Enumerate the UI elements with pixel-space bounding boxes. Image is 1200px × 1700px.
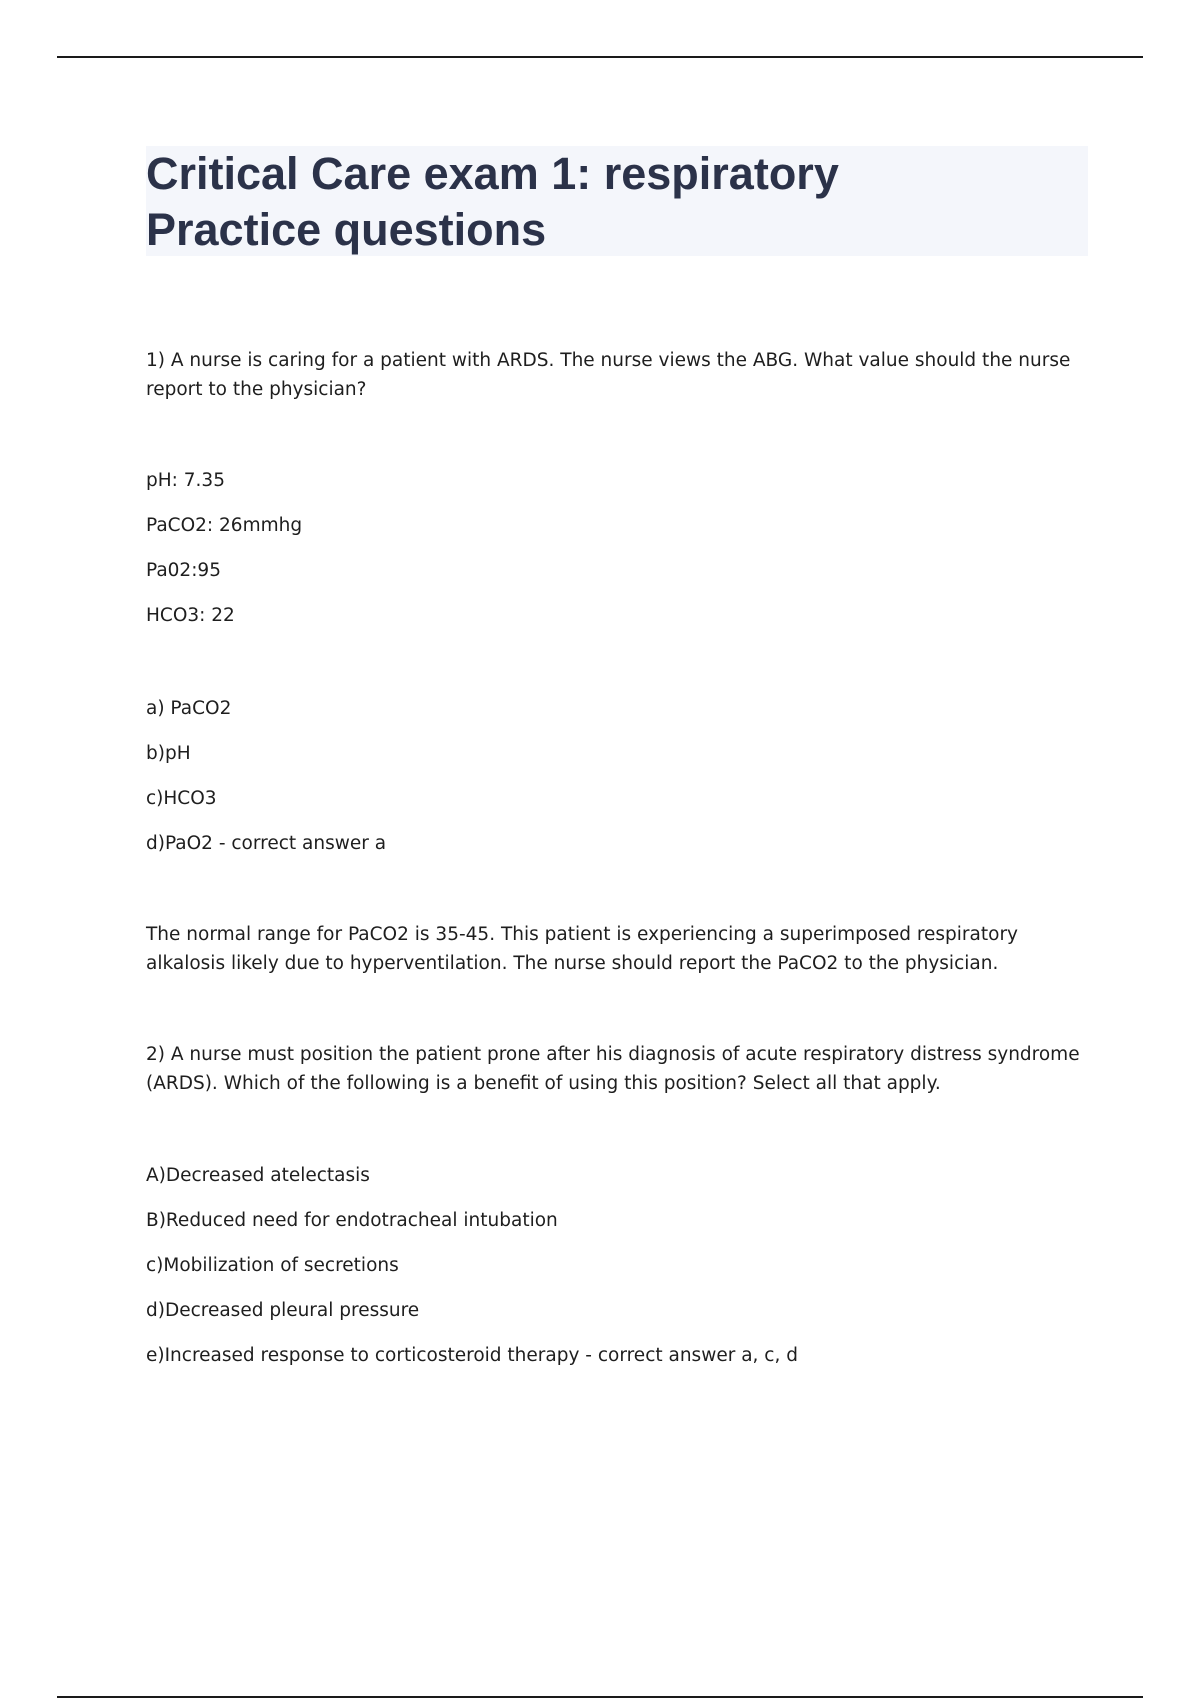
q1-option-b: b)pH [146, 743, 191, 764]
title-line-1: Critical Care exam 1: respiratory [146, 148, 839, 199]
question-1-explanation [146, 920, 1086, 978]
title-line-2: Practice questions [146, 204, 547, 255]
q2-option-a: A)Decreased atelectasis [146, 1165, 370, 1186]
q2-option-d: d)Decreased pleural pressure [146, 1300, 420, 1321]
q1-option-a: a) PaCO2 [146, 698, 232, 719]
abg-values [146, 467, 1086, 647]
top-rule [57, 56, 1143, 58]
question-2 [146, 1040, 1086, 1098]
q1-option-d: d)PaO2 - correct answer a [146, 833, 387, 854]
q2-option-c: c)Mobilization of secretions [146, 1255, 399, 1276]
abg-ph: pH: 7.35 [146, 470, 225, 491]
question-1 [146, 346, 1086, 404]
abg-pao2: Pa02:95 [146, 560, 221, 581]
q1-option-c: c)HCO3 [146, 788, 217, 809]
question-2-text: 2) A nurse must position the patient prone after his diagnosis of acute respiratory distress syndrome (ARDS). Which of the following is a benefit of using this position? Select all that apply. [146, 1044, 1080, 1094]
bottom-rule [57, 1696, 1143, 1698]
question-1-options [146, 695, 1086, 875]
title-block [146, 146, 1088, 256]
abg-paco2: PaCO2: 26mmhg [146, 515, 303, 536]
q2-option-b: B)Reduced need for endotracheal intubation [146, 1210, 558, 1231]
abg-hco3: HCO3: 22 [146, 605, 235, 626]
question-2-options [146, 1162, 1086, 1387]
question-1-text: 1) A nurse is caring for a patient with ARDS. The nurse views the ABG. What value should the nurse report to the physician? [146, 350, 1071, 400]
q2-option-e: e)Increased response to corticosteroid therapy - correct answer a, c, d [146, 1345, 798, 1366]
explanation-text: The normal range for PaCO2 is 35-45. This patient is experiencing a superimposed respiratory alkalosis likely due to hyperventilation. The nurse should report the PaCO2 to the physician. [146, 924, 1019, 974]
page-title [146, 146, 1088, 258]
